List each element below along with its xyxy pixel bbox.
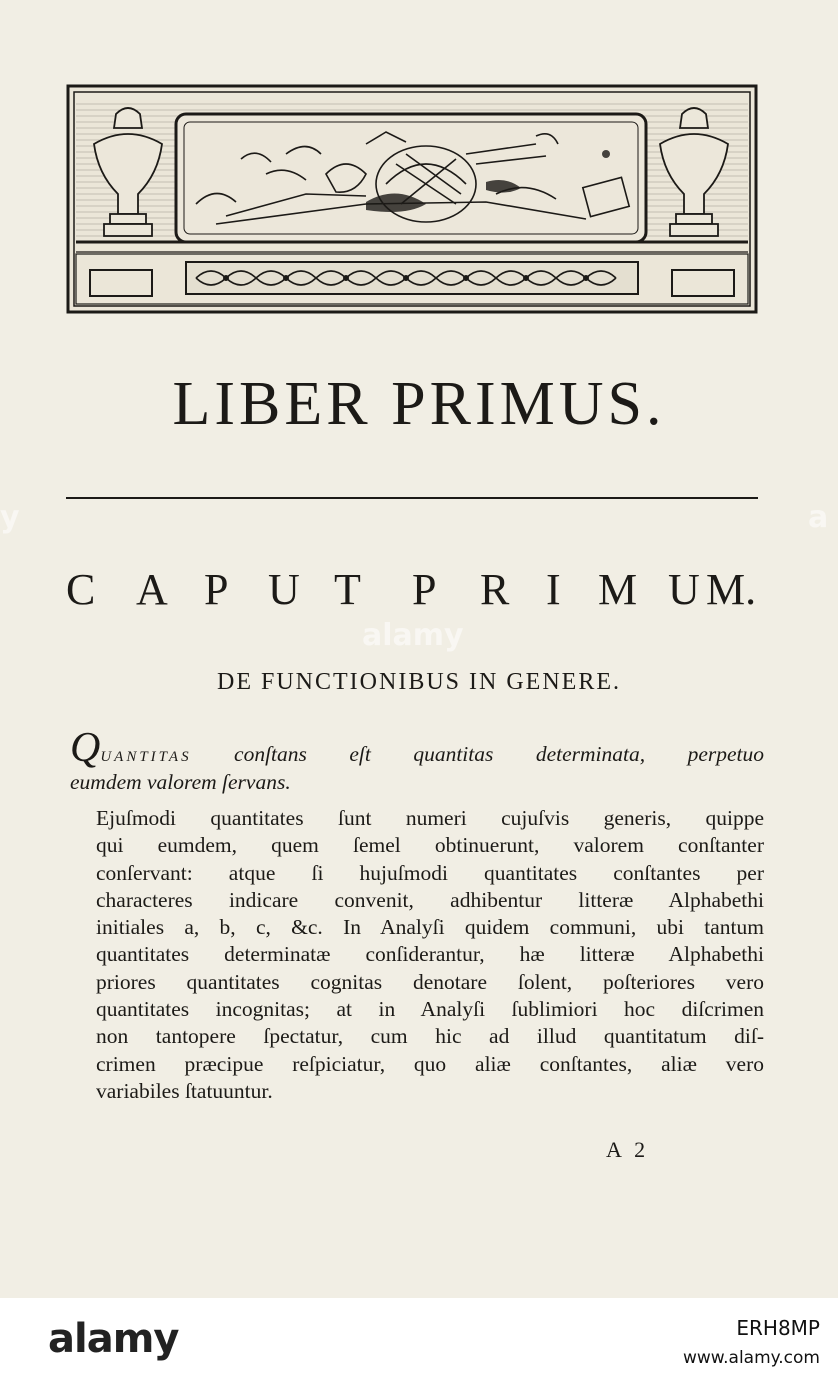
watermark-overlay: alamy (362, 618, 464, 653)
chapter-heading-letter: R (480, 565, 510, 614)
watermark-overlay: a (808, 500, 829, 535)
title-divider (66, 497, 758, 499)
paragraph-line: quantitates incognitas; at in Analyſi ſublimiori hoc diſcrimen (96, 997, 764, 1022)
paragraph-line: conſervant: atque ſi hujuſmodi quantitates conſtantes per (96, 860, 764, 885)
chapter-heading-letter: M. (706, 565, 757, 614)
book-title: LIBER PRIMUS. (172, 370, 666, 438)
chapter-subtitle: DE FUNCTIONIBUS IN GENERE. (217, 669, 621, 695)
drop-cap: Q (70, 725, 101, 771)
signature-mark: A 2 (606, 1137, 650, 1162)
body-text (70, 725, 764, 1105)
chapter-heading-letter: M (598, 565, 638, 614)
paragraph-line: Ejuſmodi quantitates ſunt numeri cujuſvis generis, quippe (96, 806, 764, 830)
chapter-heading-letter: U (668, 565, 700, 614)
chapter-heading-letter: C (66, 565, 96, 614)
definition-line (70, 725, 764, 771)
chapter-heading (66, 560, 758, 620)
watermark-url: www.alamy.com (682, 1348, 820, 1368)
paragraph-line: qui eumdem, quem ſemel obtinuerunt, valorem conſtanter (96, 833, 764, 858)
chapter-heading-letter: I (546, 565, 561, 614)
watermark-overlay: y (0, 500, 20, 535)
paragraph-line: variabiles ſtatuuntur. (96, 1078, 273, 1103)
paragraph-line: crimen præcipue reſpiciatur, quo aliæ conſtantes, aliæ vero (96, 1051, 764, 1076)
alamy-logo: alamy (48, 1316, 179, 1362)
definition-paragraph (70, 725, 764, 795)
small-caps-word: UANTITAS (100, 749, 192, 765)
chapter-heading-letter: P (412, 565, 437, 614)
paragraph-line: priores quantitates cognitas denotare ſolent, poſteriores vero (96, 969, 764, 994)
image-id: ERH8MP (736, 1316, 820, 1340)
definition-text: conſtans eſt quantitas determinata, perpetuo (191, 742, 764, 766)
paragraph-line: quantitates determinatæ conſiderantur, hæ litteræ Alphabethi (96, 942, 764, 967)
paragraph-line: characteres indicare convenit, adhibentur litteræ Alphabethi (96, 887, 764, 912)
definition-line: eumdem valorem ſervans. (70, 770, 291, 794)
chapter-heading-letter: U (268, 565, 300, 614)
chapter-heading-letter: P (204, 565, 229, 614)
chapter-heading-letter: T (334, 565, 361, 614)
paragraph-line: non tantopere ſpectatur, cum hic ad illud quantitatum diſ- (96, 1024, 764, 1049)
decorative-headpiece-engraving (66, 84, 758, 314)
chapter-heading-letter: A (136, 565, 168, 614)
paragraph-line: initiales a, b, c, &c. In Analyſi quidem communi, ubi tantum (96, 915, 764, 940)
body-paragraph (70, 805, 764, 1105)
